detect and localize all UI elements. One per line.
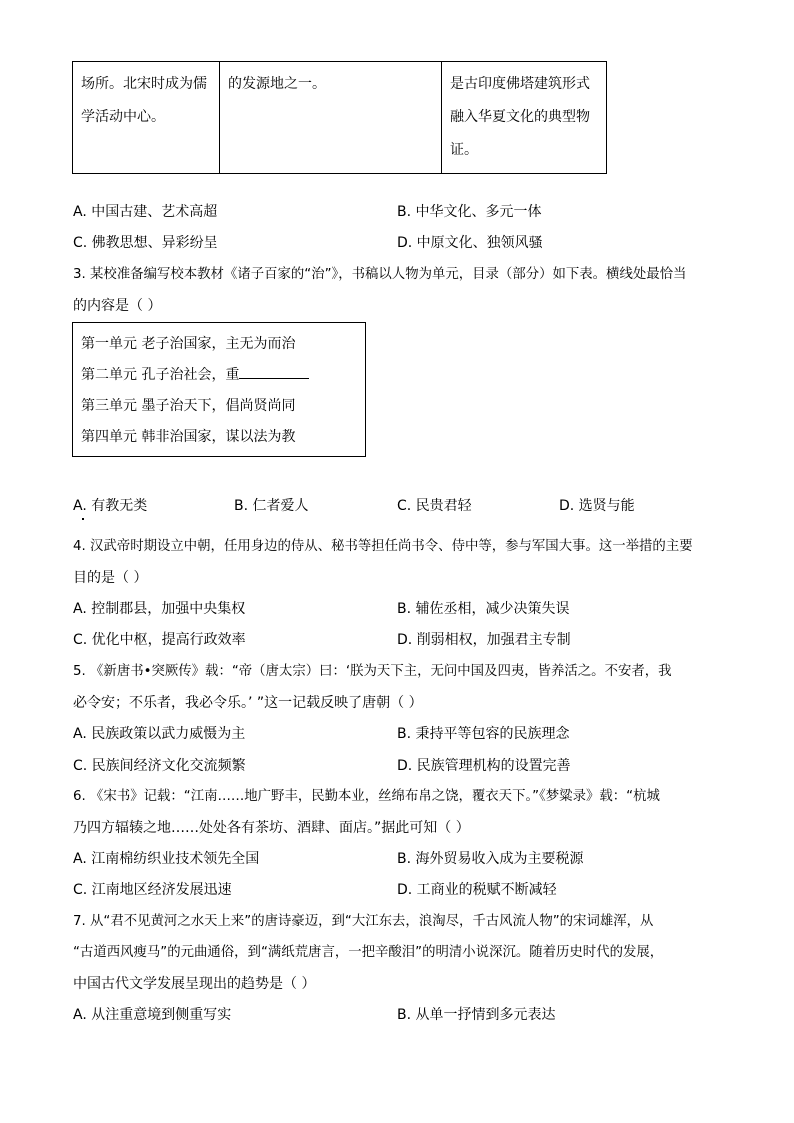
q2-option-d: D. 中原文化、独领风骚	[397, 235, 543, 251]
q7-option-b: B. 从单一抒情到多元表达	[397, 1007, 556, 1023]
outline-row-text: 第一单元 老子治国家，主无为而治	[81, 336, 296, 352]
q5-stem-line2: 必令安；不乐者，我必令乐。’ ”这一记载反映了唐朝（ ）	[73, 695, 423, 711]
stray-dot	[82, 518, 84, 520]
q2-option-b: B. 中华文化、多元一体	[397, 204, 542, 220]
table-cell-line: 证。	[450, 142, 478, 158]
q3-option-c: C. 民贵君轻	[397, 498, 472, 514]
q5-option-d: D. 民族管理机构的设置完善	[397, 758, 571, 774]
q3-stem-line2: 的内容是（ ）	[73, 298, 162, 314]
outline-row-text: 第四单元 韩非治国家，谋以法为教	[81, 429, 296, 445]
q3-option-d: D. 选贤与能	[559, 498, 635, 514]
q5-option-c: C. 民族间经济文化交流频繁	[73, 758, 246, 774]
top-table	[72, 61, 607, 174]
q7-stem-line2: “古道西风瘦马”的元曲通俗，到“满纸荒唐言，一把辛酸泪”的明清小说深沉。随着历史时代的发展，	[73, 945, 664, 960]
q4-stem-line1: 4. 汉武帝时期设立中朝，任用身边的侍从、秘书等担任尚书令、侍中等，参与军国大事。这一举措的主要	[73, 539, 693, 554]
q6-option-b: B. 海外贸易收入成为主要税源	[397, 851, 584, 867]
q2-option-c: C. 佛教思想、异彩纷呈	[73, 235, 218, 251]
q6-option-c: C. 江南地区经济发展迅速	[73, 882, 232, 898]
q7-stem-line1: 7. 从“君不见黄河之水天上来”的唐诗豪迈，到“大江东去，浪淘尽，千古风流人物”的宋词雄浑，从	[73, 914, 654, 929]
q5-option-b: B. 秉持平等包容的民族理念	[397, 726, 570, 742]
outline-row	[81, 391, 365, 422]
q3-option-a: A. 有教无类	[73, 498, 148, 514]
q7-stem-line3: 中国古代文学发展呈现出的趋势是（ ）	[73, 976, 316, 992]
outline-row-text: 第三单元 墨子治天下，倡尚贤尚同	[81, 398, 296, 414]
q5-stem-line1: 5. 《新唐书•突厥传》载：“帝（唐太宗）曰：‘朕为天下主，无问中国及四夷，皆养活之。不安者，我	[73, 664, 672, 679]
table-cell-line: 融入华夏文化的典型物	[450, 109, 590, 125]
table-cell-line: 场所。北宋时成为儒	[81, 76, 207, 92]
q4-option-b: B. 辅佐丞相，减少决策失误	[397, 601, 570, 617]
q4-option-d: D. 削弱相权，加强君主专制	[397, 632, 571, 648]
outline-row-text: 第二单元 孔子治社会，重	[81, 367, 240, 383]
q4-stem-line2: 目的是（ ）	[73, 570, 148, 586]
table-cell-line: 是古印度佛塔建筑形式	[450, 76, 590, 92]
q2-option-a: A. 中国古建、艺术高超	[73, 204, 218, 220]
q6-stem-line1: 6. 《宋书》记载：“江南……地广野丰，民勤本业，丝绵布帛之饶，覆衣天下。”《梦粱录》载：“杭城	[73, 789, 660, 804]
outline-row	[81, 422, 365, 453]
q6-option-d: D. 工商业的税赋不断减轻	[397, 882, 557, 898]
q3-option-b: B. 仁者爱人	[234, 498, 309, 514]
table-cell	[73, 62, 220, 174]
table-cell	[442, 62, 607, 174]
table-cell-line: 学活动中心。	[81, 109, 165, 125]
outline-row	[81, 360, 365, 391]
q4-option-c: C. 优化中枢，提高行政效率	[73, 632, 246, 648]
q7-option-a: A. 从注重意境到侧重写实	[73, 1007, 232, 1023]
table-cell-line: 的发源地之一。	[228, 76, 326, 92]
outline-row	[81, 329, 365, 360]
table-cell	[220, 62, 442, 174]
fill-in-blank	[239, 364, 309, 379]
q3-outline-box	[72, 322, 366, 457]
q6-option-a: A. 江南棉纺织业技术领先全国	[73, 851, 260, 867]
q5-option-a: A. 民族政策以武力威慑为主	[73, 726, 246, 742]
q3-stem-line1: 3. 某校准备编写校本教材《诸子百家的“治”》，书稿以人物为单元，目录（部分）如下表。横线处最恰当	[73, 267, 687, 282]
q4-option-a: A. 控制郡县，加强中央集权	[73, 601, 246, 617]
q6-stem-line2: 乃四方辐辏之地……处处各有茶坊、酒肆、面店。”据此可知（ ）	[73, 820, 470, 836]
